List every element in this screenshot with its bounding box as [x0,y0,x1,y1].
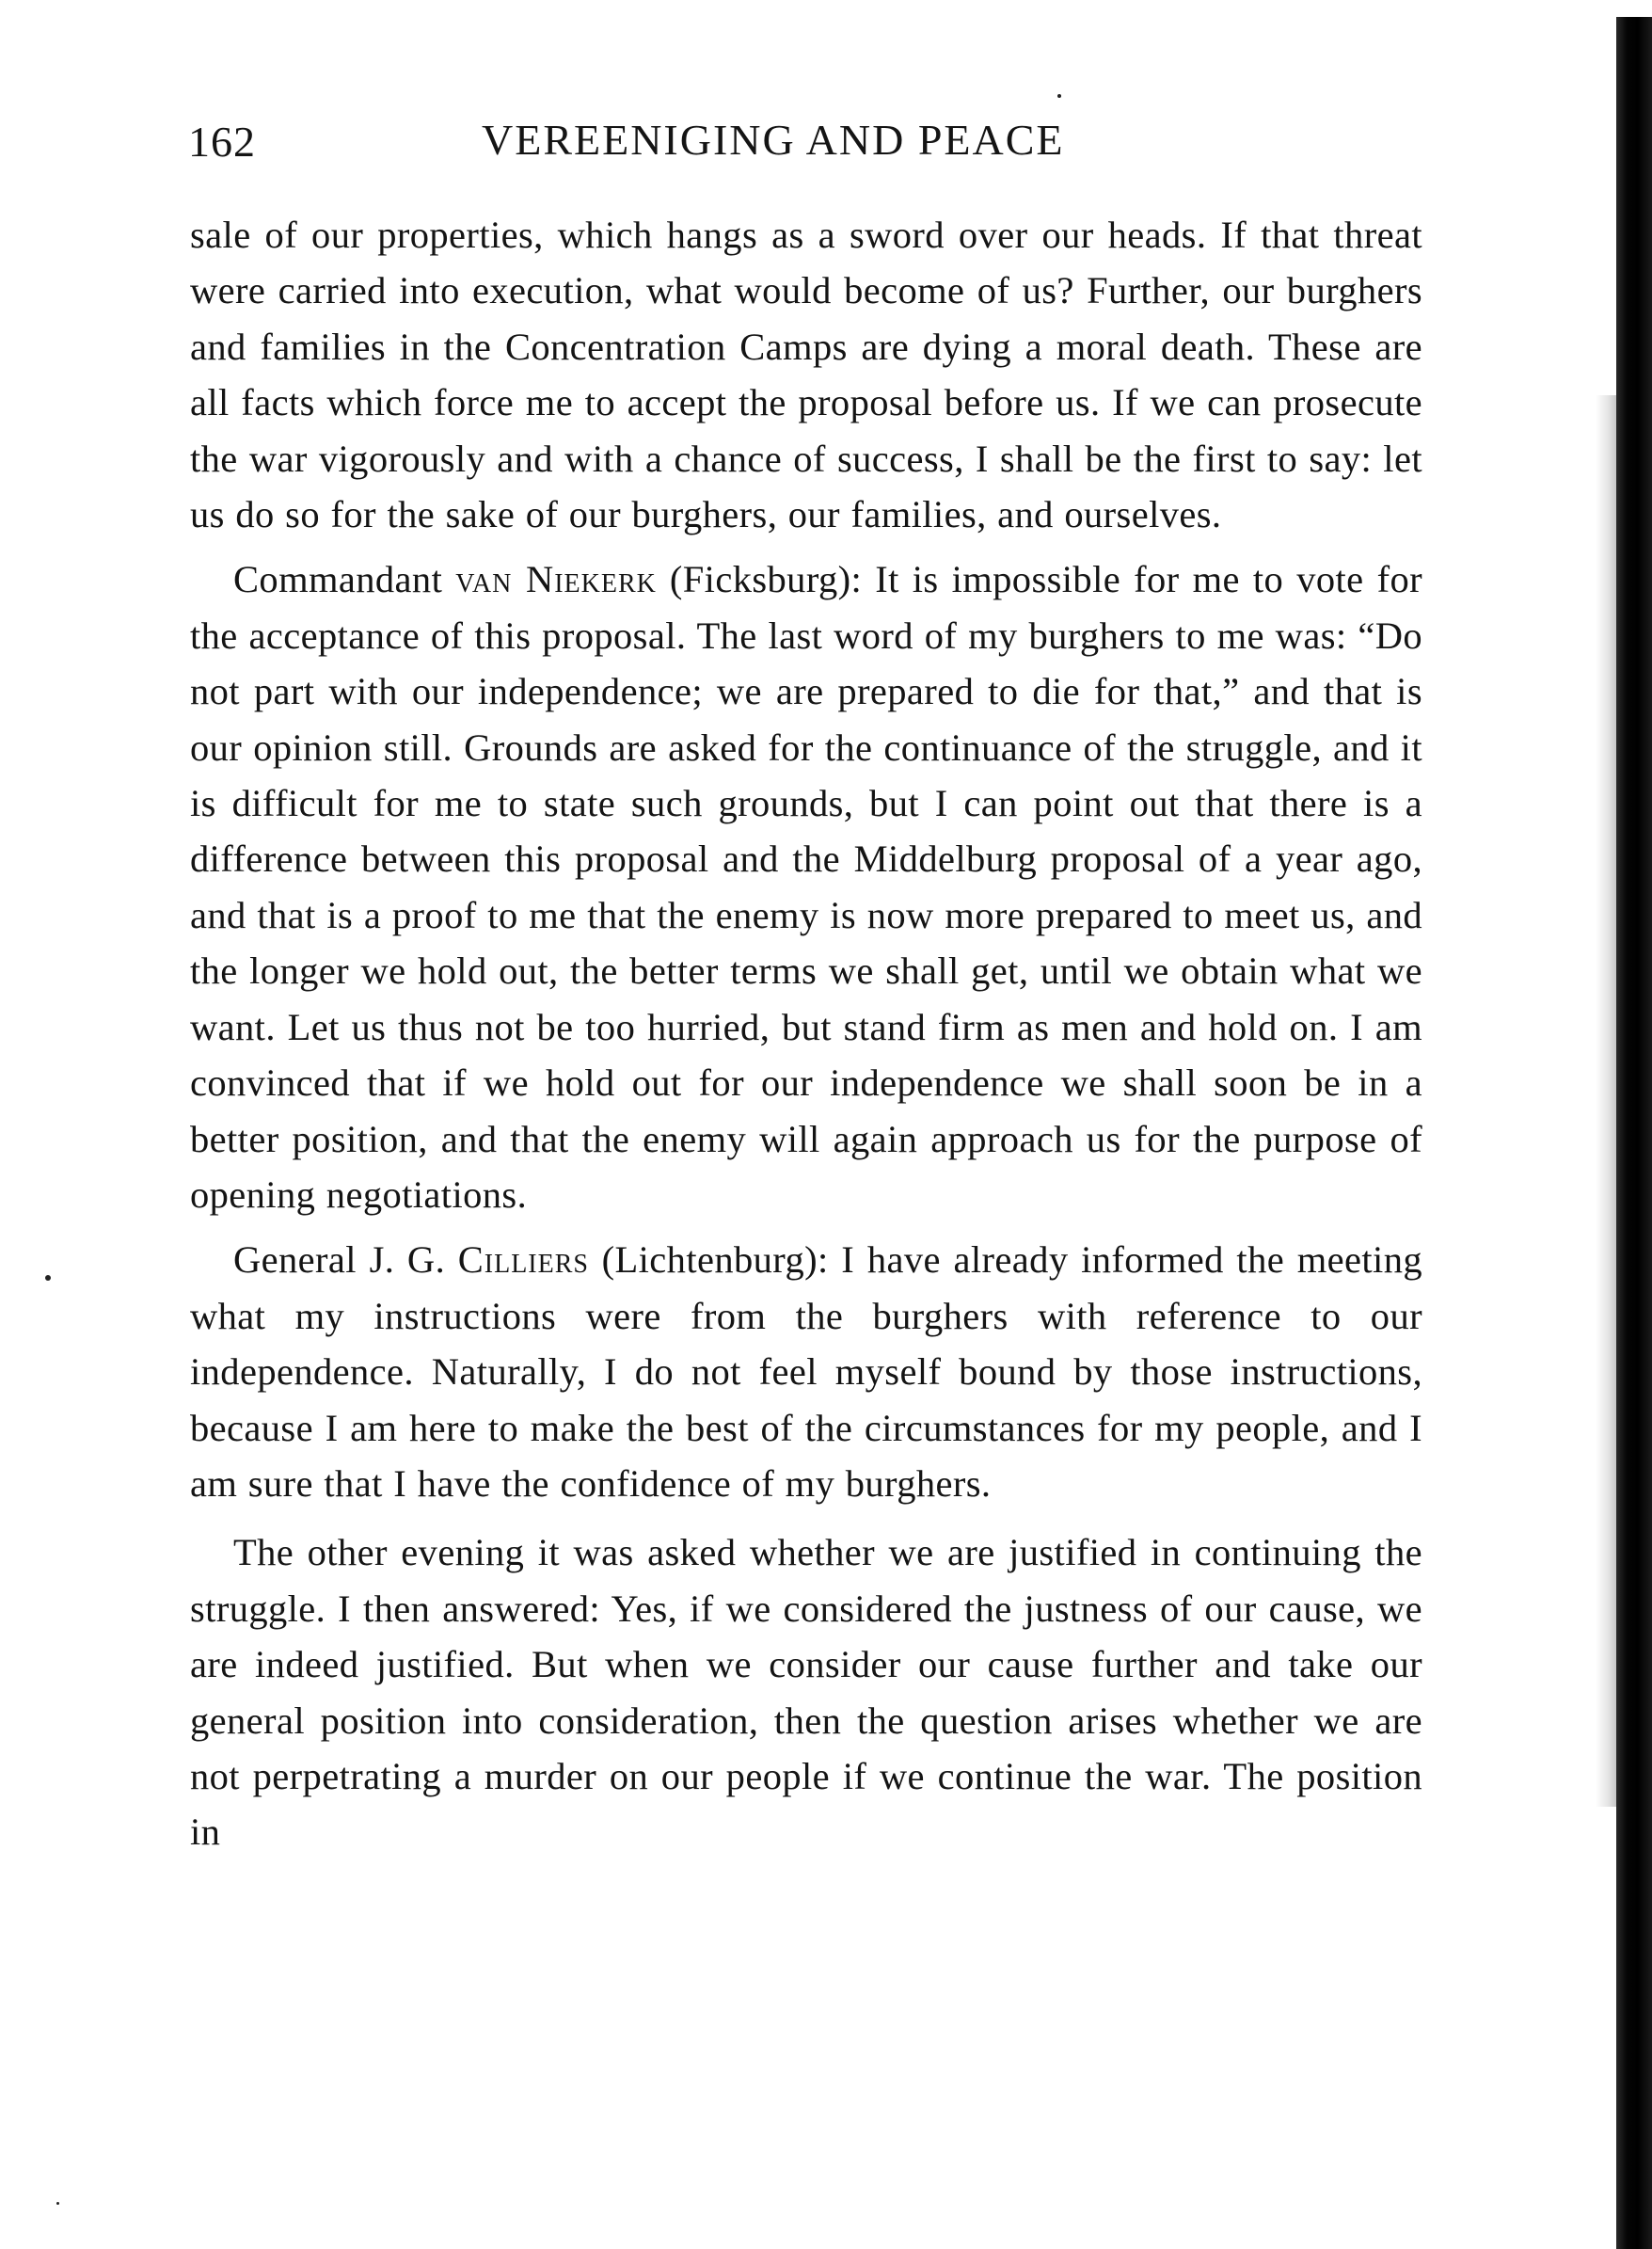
body-text [190,207,1422,1860]
page-number: 162 [188,118,256,166]
speaker-name: van Niekerk [455,558,657,601]
speaker-title: Commandant [233,558,443,601]
paragraph-continuation: sale of our properties, which hangs as a sword over our heads. If that threat were carried into execution, what would become of us? Further, our burghers and families in the Concentration Camps are dying a moral death. These are all facts which force me to accept the proposal before us. If we can prosecute the war vigorously and with a chance of success, I shall be the first to say: let us do so for the sake of our burghers, our families, and ourselves. [190,214,1422,536]
paragraph-van-niekerk [190,551,1422,1222]
scan-speck [45,1275,51,1281]
paragraph-other-evening: The other evening it was asked whether we are justified in continuing the struggle. I then answered: Yes, if we considered the justness of our cause, we are indeed justified. But when we consider our cause further and take our general position into consideration, then the question arises whether we are not perpetrating a murder on our people if we continue the war. The position in [190,1531,1422,1854]
book-binding-edge [1616,17,1652,2249]
speaker-title: General J. G. [233,1238,446,1282]
scan-speck [1057,94,1061,98]
running-head: VEREENIGING AND PEACE [482,116,1065,164]
speech-text: (Ficksburg): It is impossible for me to vote for the acceptance of this proposal. The last word of my burghers to me was: “Do not part with our independence; we are prepared to die for that,” and that is our opinion still. Grounds are asked for the continuance of the struggle, and it is difficult for me to state such grounds, but I can point out that there is a difference between this proposal and the Middelburg proposal of a year ago, and that is a proof to me that the enemy is now more prepared to meet us, and the longer we hold out, the better terms we shall get, until we obtain what we want. Let us thus not be too hurried, but stand firm as men and hold on. I am convinced that if we hold out for our independence we shall soon be in a better position, and that the enemy will again approach us for the purpose of opening negotiations. [190,558,1422,1216]
scan-speck [56,2202,59,2205]
page-header [188,102,1430,177]
binding-shadow [1596,395,1616,1807]
paragraph-cilliers [190,1232,1422,1511]
speaker-name: Cilliers [457,1238,589,1282]
speech-text: (Lichtenburg): I have already informed the meeting what my instructions were from the burghers with reference to our independence. Naturally, I do not feel myself bound by those instructions, because I am here to make the best of the circumstances for my people, and I am sure that I have the confidence of my burghers. [190,1238,1422,1505]
